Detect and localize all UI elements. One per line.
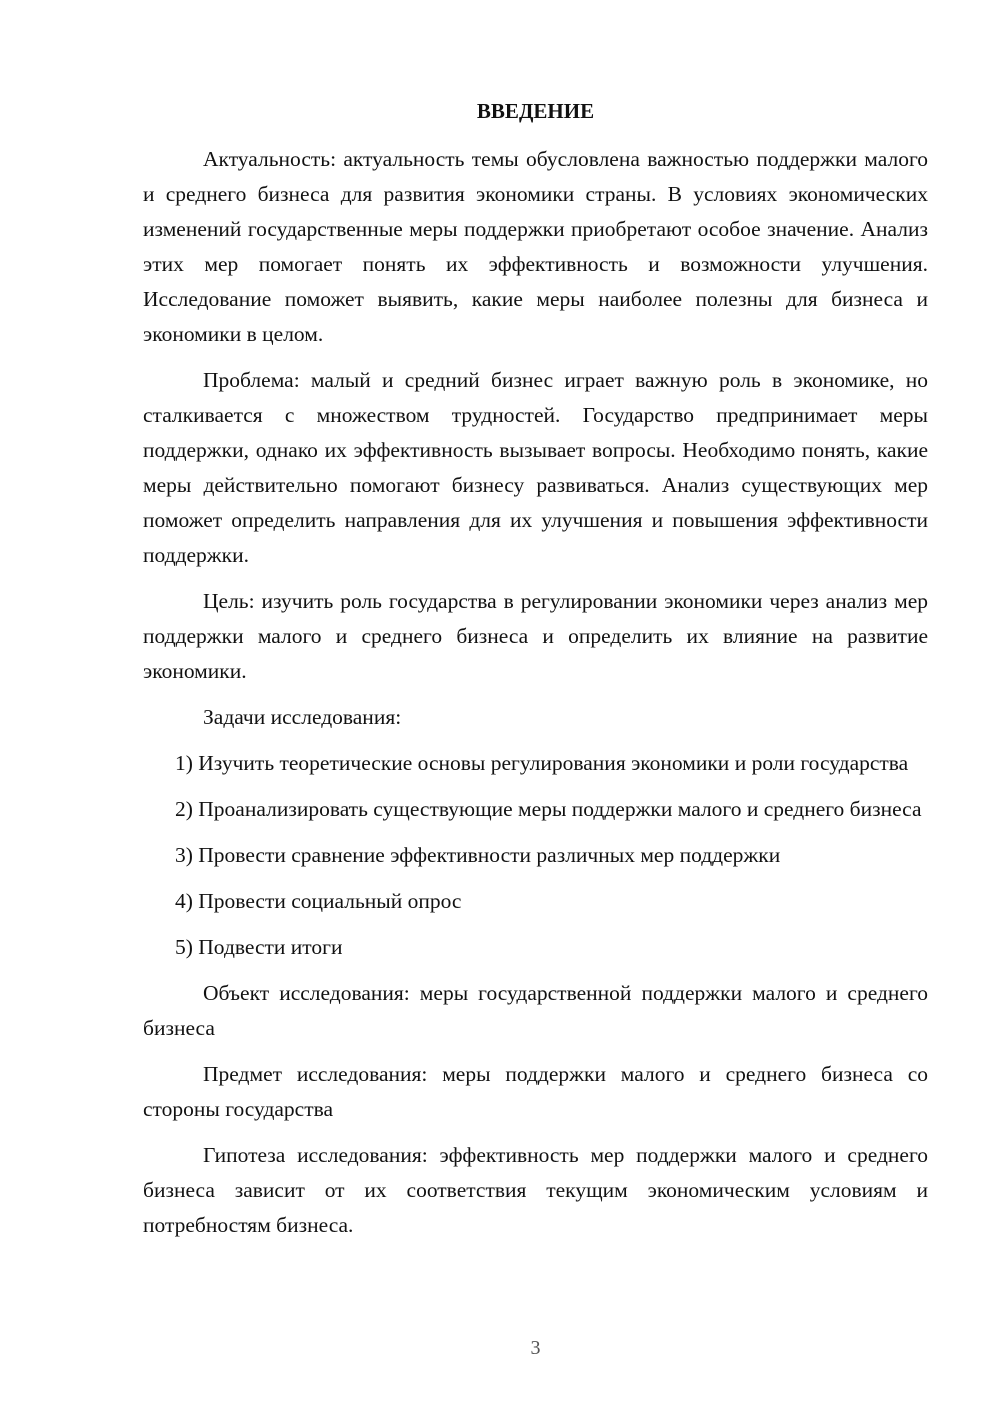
task-item: 5) Подвести итоги — [175, 935, 343, 959]
paragraph-object: Объект исследования: меры государственной поддержки малого и среднего бизнеса — [143, 981, 928, 1040]
task-item: 1) Изучить теоретические основы регулирования экономики и роли государства — [175, 751, 909, 775]
page-number: 3 — [530, 1337, 541, 1359]
document-body — [143, 142, 928, 1254]
paragraph-goal: Цель: изучить роль государства в регулировании экономики через анализ мер поддержки малого и среднего бизнеса и определить их влияние на развитие экономики. — [143, 589, 928, 683]
paragraph-hypothesis: Гипотеза исследования: эффективность мер поддержки малого и среднего бизнеса зависит от их соответствия текущим экономическим условиям и потребностям бизнеса. — [143, 1143, 928, 1237]
paragraph-relevance: Актуальность: актуальность темы обусловлена важностью поддержки малого и среднего бизнеса для развития экономики страны. В условиях экономических изменений государственные меры поддержки приобретают особое значение. Анализ этих мер помогает понять их эффективность и возможности улучшения. Исследование поможет выявить, какие меры наиболее полезны для бизнеса и экономики в целом. — [143, 147, 928, 346]
paragraph-subject: Предмет исследования: меры поддержки малого и среднего бизнеса со стороны государства — [143, 1062, 928, 1121]
task-item: 4) Провести социальный опрос — [175, 889, 462, 913]
paragraph-problem: Проблема: малый и средний бизнес играет важную роль в экономике, но сталкивается с множеством трудностей. Государство предпринимает меры поддержки, однако их эффективность вызывает вопросы. Необходимо понять, какие меры действительно помогают бизнесу развиваться. Анализ существующих мер поможет определить направления для их улучшения и повышения эффективности поддержки. — [143, 368, 928, 567]
paragraph-tasks-heading: Задачи исследования: — [203, 705, 402, 729]
task-item: 2) Проанализировать существующие меры поддержки малого и среднего бизнеса — [175, 797, 922, 821]
task-item: 3) Провести сравнение эффективности различных мер поддержки — [175, 843, 781, 867]
page-title: ВВЕДЕНИЕ — [476, 99, 595, 123]
